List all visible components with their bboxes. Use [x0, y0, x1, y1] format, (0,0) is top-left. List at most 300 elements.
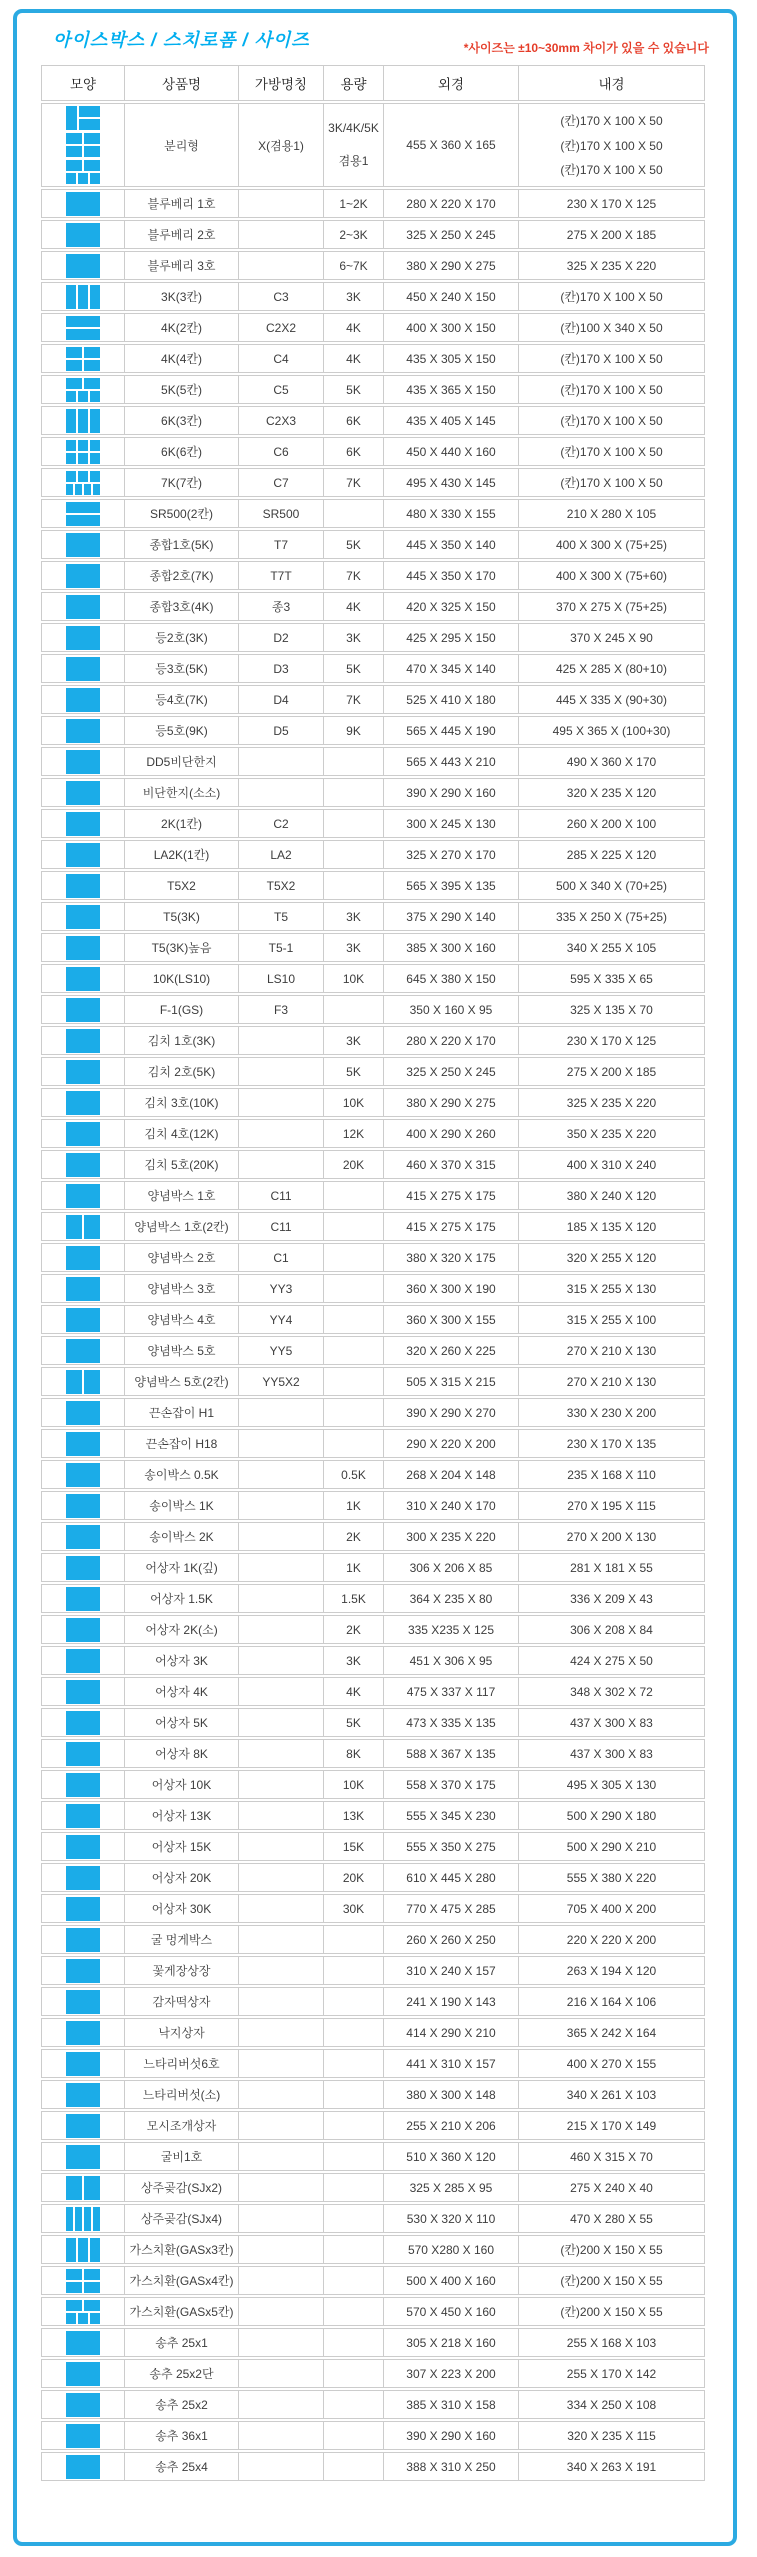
- cell-text: 390 X 290 X 270: [406, 1405, 496, 1420]
- outer-dim-cell: [383, 251, 519, 280]
- cell-text: 360 X 300 X 155: [406, 1312, 496, 1327]
- inner-dim-cell: [518, 1336, 705, 1365]
- cell-text: 종합1호(5K): [149, 538, 214, 552]
- cell-text: D5: [273, 723, 289, 738]
- cell-text: 12K: [342, 1126, 365, 1141]
- two-vertical-compartments-icon: [66, 1215, 100, 1239]
- shape-cell: [41, 2328, 125, 2357]
- cell-text: 310 X 240 X 157: [406, 1963, 496, 1978]
- bag-name-cell: [238, 1646, 324, 1675]
- product-name-cell: [124, 1057, 239, 1086]
- bag-name-cell: [238, 1367, 324, 1396]
- cell-text: 558 X 370 X 175: [406, 1777, 496, 1792]
- capacity-cell: [323, 530, 384, 559]
- shape-icons: [66, 254, 100, 278]
- cell-text: 320 X 235 X 115: [567, 2428, 656, 2443]
- single-compartment-icon: [66, 1091, 100, 1115]
- cell-text: LS10: [266, 971, 296, 986]
- cell-text: (칸)100 X 340 X 50: [560, 321, 663, 335]
- bag-name-cell: [238, 1336, 324, 1365]
- shape-icons: [66, 1215, 100, 1239]
- cell-text: 6~7K: [339, 258, 368, 273]
- cell-text: 420 X 325 X 150: [406, 599, 496, 614]
- shape-cell: [41, 1181, 125, 1210]
- cell-text-line: 겸용1: [338, 154, 369, 168]
- cell-text: 570 X 450 X 160: [406, 2304, 496, 2319]
- bag-name-cell: [238, 1894, 324, 1923]
- bag-name-cell: [238, 2297, 324, 2326]
- shape-icons: [66, 1556, 100, 1580]
- cell-text: 260 X 200 X 100: [566, 816, 657, 831]
- outer-dim-cell: [383, 1832, 519, 1861]
- cell-text: 모시조개상자: [146, 2119, 217, 2133]
- table-row: [41, 1429, 709, 1458]
- bag-name-cell: [238, 995, 324, 1024]
- cell-text: C11: [270, 1188, 292, 1203]
- table-row: [41, 1677, 709, 1706]
- single-compartment-icon: [66, 750, 100, 774]
- cell-text: 555 X 345 X 230: [406, 1808, 496, 1823]
- table-row: [41, 1863, 709, 1892]
- cell-text: 270 X 195 X 115: [567, 1498, 656, 1513]
- five-grid-compartments-icon: [66, 2300, 100, 2324]
- cell-text: 320 X 235 X 120: [566, 785, 657, 800]
- cell-text: 380 X 320 X 175: [406, 1250, 496, 1265]
- cell-text: 송추 25x1: [155, 2336, 208, 2350]
- cell-text: 3K: [346, 909, 361, 924]
- bag-name-cell: [238, 1584, 324, 1613]
- cell-text: 370 X 275 X (75+25): [555, 599, 668, 614]
- single-compartment-icon: [66, 1525, 100, 1549]
- shape-icons: [66, 2455, 100, 2479]
- shape-cell: [41, 1429, 125, 1458]
- shape-icons: [66, 1153, 100, 1177]
- cell-text: 김치 1호(3K): [147, 1034, 216, 1048]
- outer-dim-cell: [383, 902, 519, 931]
- cell-text: (칸)170 X 100 X 50: [560, 352, 663, 366]
- single-compartment-icon: [66, 2424, 100, 2448]
- shape-icons: [66, 2238, 100, 2262]
- capacity-cell: [323, 1429, 384, 1458]
- cell-text: (칸)200 X 150 X 55: [560, 2243, 663, 2257]
- capacity-cell: [323, 375, 384, 404]
- cell-text: 325 X 250 X 245: [406, 1064, 496, 1079]
- outer-dim-cell: [383, 2235, 519, 2264]
- table-row: [41, 251, 709, 280]
- cell-text-line: (칸)170 X 100 X 50: [560, 113, 663, 128]
- cell-text: 1~2K: [339, 196, 368, 211]
- shape-icons: [66, 1525, 100, 1549]
- cell-text: D4: [273, 692, 289, 707]
- inner-dim-cell: [518, 344, 705, 373]
- shape-cell: [41, 1057, 125, 1086]
- product-name-cell: [124, 623, 239, 652]
- bag-name-cell: [238, 1677, 324, 1706]
- shape-cell: [41, 1336, 125, 1365]
- four-grid-compartments-icon: [66, 347, 100, 371]
- inner-dim-cell: [518, 2359, 705, 2388]
- cell-text: 양념박스 3호: [147, 1282, 216, 1296]
- capacity-cell: [323, 1026, 384, 1055]
- cell-text: 끈손잡이 H1: [148, 1406, 215, 1420]
- cell-text: 255 X 210 X 206: [406, 2118, 496, 2133]
- single-compartment-icon: [66, 1928, 100, 1952]
- single-compartment-icon: [66, 1835, 100, 1859]
- cell-text: 350 X 160 X 95: [409, 1002, 493, 1017]
- bag-name-cell: [238, 685, 324, 714]
- cell-text: 400 X 290 X 260: [406, 1126, 496, 1141]
- shape-icons: [66, 2207, 100, 2231]
- shape-cell: [41, 2049, 125, 2078]
- cell-text: 감자떡상자: [152, 1995, 211, 2009]
- outer-dim-cell: [383, 1088, 519, 1117]
- shape-cell: [41, 1026, 125, 1055]
- capacity-cell: [323, 406, 384, 435]
- outer-dim-cell: [383, 1212, 519, 1241]
- cell-text: 송추 25x2: [155, 2398, 208, 2412]
- cell-text: T5X2: [167, 878, 196, 893]
- shape-icons: [66, 1308, 100, 1332]
- shape-cell: [41, 654, 125, 683]
- bag-name-cell: [238, 2173, 324, 2202]
- outer-dim-cell: [383, 1150, 519, 1179]
- capacity-cell: [323, 716, 384, 745]
- cell-text: 255 X 168 X 103: [566, 2335, 657, 2350]
- cell-text: 3K: [346, 289, 361, 304]
- cell-text: 400 X 270 X 155: [566, 2056, 657, 2071]
- cell-text: 굴비1호: [160, 2150, 203, 2164]
- product-name-cell: [124, 282, 239, 311]
- capacity-cell: [323, 1863, 384, 1892]
- cell-text: 450 X 240 X 150: [406, 289, 496, 304]
- column-header: 용량: [323, 65, 384, 101]
- cell-text: 215 X 170 X 149: [566, 2118, 657, 2133]
- cell-text: 느타리버섯(소): [142, 2088, 221, 2102]
- inner-dim-cell: [518, 1553, 705, 1582]
- cell-text: 435 X 405 X 145: [406, 413, 496, 428]
- shape-cell: [41, 103, 125, 187]
- product-name-cell: [124, 1770, 239, 1799]
- shape-cell: [41, 685, 125, 714]
- bag-name-cell: [238, 103, 324, 187]
- capacity-cell: [323, 1243, 384, 1272]
- cell-text: 281 X 181 X 55: [570, 1560, 653, 1575]
- shape-icons: [66, 192, 100, 216]
- table-row: [41, 2266, 709, 2295]
- shape-cell: [41, 716, 125, 745]
- table-row: [41, 2297, 709, 2326]
- bag-name-cell: [238, 1274, 324, 1303]
- single-compartment-icon: [66, 626, 100, 650]
- table-row: [41, 1243, 709, 1272]
- cell-text: 송추 25x2단: [149, 2367, 214, 2381]
- bag-name-cell: [238, 437, 324, 466]
- shape-icons: [66, 1959, 100, 1983]
- bag-name-cell: [238, 499, 324, 528]
- cell-text: YY5X2: [262, 1374, 300, 1389]
- single-compartment-icon: [66, 1804, 100, 1828]
- capacity-cell: [323, 2235, 384, 2264]
- cell-text: (칸)170 X 100 X 50: [560, 383, 663, 397]
- inner-dim-cell: [518, 1987, 705, 2016]
- inner-dim-cell: [518, 189, 705, 218]
- cell-text: 480 X 330 X 155: [406, 506, 496, 521]
- outer-dim-cell: [383, 2173, 519, 2202]
- shape-cell: [41, 282, 125, 311]
- single-compartment-icon: [66, 192, 100, 216]
- shape-icons: [66, 1091, 100, 1115]
- cell-text: 양념박스 5호: [147, 1344, 216, 1358]
- capacity-cell: [323, 1088, 384, 1117]
- product-name-cell: [124, 871, 239, 900]
- capacity-cell: [323, 1460, 384, 1489]
- bag-name-cell: [238, 282, 324, 311]
- cell-text: 310 X 240 X 170: [406, 1498, 496, 1513]
- bag-name-cell: [238, 1460, 324, 1489]
- table-row: [41, 1367, 709, 1396]
- cell-text: 565 X 445 X 190: [406, 723, 496, 738]
- table-row: [41, 1894, 709, 1923]
- cell-text: 송추 25x4: [155, 2460, 208, 2474]
- cell-text: 325 X 270 X 170: [406, 847, 496, 862]
- capacity-cell: [323, 623, 384, 652]
- outer-dim-cell: [383, 840, 519, 869]
- inner-dim-cell: [518, 406, 705, 435]
- capacity-cell: [323, 1274, 384, 1303]
- table-row: [41, 1088, 709, 1117]
- outer-dim-cell: [383, 2359, 519, 2388]
- bag-name-cell: [238, 747, 324, 776]
- product-name-cell: [124, 2452, 239, 2481]
- table-row: [41, 1460, 709, 1489]
- cell-text: 송추 36x1: [155, 2429, 208, 2443]
- table-row: [41, 1615, 709, 1644]
- capacity-cell: [323, 1987, 384, 2016]
- capacity-cell: [323, 2266, 384, 2295]
- inner-dim-cell: [518, 685, 705, 714]
- outer-dim-cell: [383, 530, 519, 559]
- cell-text: 350 X 235 X 220: [566, 1126, 657, 1141]
- cell-text: 10K: [342, 1095, 365, 1110]
- inner-dim-cell: [518, 1398, 705, 1427]
- cell-text: 7K: [346, 568, 361, 583]
- inner-dim-cell: [518, 2080, 705, 2109]
- shape-cell: [41, 1708, 125, 1737]
- inner-dim-cell: [518, 1460, 705, 1489]
- table-row: [41, 1491, 709, 1520]
- table-row: [41, 2080, 709, 2109]
- cell-text: C5: [273, 382, 289, 397]
- cell-text: 분리형: [164, 138, 199, 153]
- capacity-cell: [323, 251, 384, 280]
- cell-text: 등5호(9K): [155, 724, 208, 738]
- shape-icons: [66, 1742, 100, 1766]
- single-compartment-icon: [66, 1742, 100, 1766]
- product-name-cell: [124, 1739, 239, 1768]
- outer-dim-cell: [383, 1739, 519, 1768]
- table-body: [41, 103, 709, 2481]
- cell-text: 7K(7칸): [161, 476, 202, 490]
- product-name-cell: [124, 499, 239, 528]
- inner-dim-cell: [518, 1150, 705, 1179]
- product-name-cell: [124, 1646, 239, 1675]
- shape-cell: [41, 1119, 125, 1148]
- cell-text: 325 X 235 X 220: [566, 1095, 657, 1110]
- table-row: [41, 778, 709, 807]
- cell-text: 20K: [342, 1157, 365, 1172]
- cell-text: 비단한지(소소): [142, 786, 221, 800]
- inner-dim-cell: [518, 995, 705, 1024]
- table-row: [41, 1119, 709, 1148]
- cell-text: 588 X 367 X 135: [406, 1746, 496, 1761]
- shape-cell: [41, 530, 125, 559]
- product-name-cell: [124, 1243, 239, 1272]
- shape-cell: [41, 2266, 125, 2295]
- outer-dim-cell: [383, 1460, 519, 1489]
- cell-text: 385 X 310 X 158: [406, 2397, 496, 2412]
- cell-text: 10K(LS10): [152, 971, 211, 986]
- size-chart-panel: [13, 9, 737, 2546]
- cell-text: 530 X 320 X 110: [406, 2211, 496, 2226]
- inner-dim-cell: [518, 468, 705, 497]
- table-row: [41, 840, 709, 869]
- table-row: [41, 964, 709, 993]
- product-name-cell: [124, 840, 239, 869]
- table-row: [41, 1181, 709, 1210]
- product-name-cell: [124, 2390, 239, 2419]
- cell-text: 13K: [342, 1808, 365, 1823]
- shape-cell: [41, 1894, 125, 1923]
- bag-name-cell: [238, 1243, 324, 1272]
- cell-text: 500 X 290 X 180: [566, 1808, 657, 1823]
- cell-text: 470 X 345 X 140: [406, 661, 496, 676]
- shape-icons: [66, 2021, 100, 2045]
- shape-icons: [66, 1928, 100, 1952]
- product-name-cell: [124, 964, 239, 993]
- cell-text: (칸)170 X 100 X 50: [560, 290, 663, 304]
- product-name-cell: [124, 561, 239, 590]
- cell-text: F3: [273, 1002, 288, 1017]
- outer-dim-cell: [383, 2452, 519, 2481]
- size-table: [41, 65, 709, 2481]
- bag-name-cell: [238, 1150, 324, 1179]
- single-compartment-icon: [66, 657, 100, 681]
- product-name-cell: [124, 1677, 239, 1706]
- cell-text: 340 X 263 X 191: [566, 2459, 657, 2474]
- inner-dim-cell: [518, 1212, 705, 1241]
- cell-text: 380 X 300 X 148: [406, 2087, 496, 2102]
- cell-text: LA2: [270, 847, 292, 862]
- single-compartment-icon: [66, 2021, 100, 2045]
- product-name-cell: [124, 437, 239, 466]
- cell-text: 770 X 475 X 285: [406, 1901, 496, 1916]
- bag-name-cell: [238, 1522, 324, 1551]
- bag-name-cell: [238, 2452, 324, 2481]
- inner-dim-cell: [518, 933, 705, 962]
- cell-text: C7: [273, 475, 289, 490]
- shape-cell: [41, 468, 125, 497]
- capacity-cell: [323, 747, 384, 776]
- product-name-cell: [124, 2421, 239, 2450]
- shape-icons: [66, 843, 100, 867]
- cell-text: T5: [273, 909, 288, 924]
- table-row: [41, 220, 709, 249]
- shape-cell: [41, 747, 125, 776]
- cell-text: 255 X 170 X 142: [566, 2366, 657, 2381]
- shape-cell: [41, 1832, 125, 1861]
- cell-text: 235 X 168 X 110: [567, 1467, 656, 1482]
- product-name-cell: [124, 1801, 239, 1830]
- table-row: [41, 189, 709, 218]
- capacity-cell: [323, 1057, 384, 1086]
- product-name-cell: [124, 1832, 239, 1861]
- shape-icons: [66, 1401, 100, 1425]
- shape-cell: [41, 344, 125, 373]
- six-grid-compartments-icon: [66, 440, 100, 464]
- shape-icons: [66, 1587, 100, 1611]
- shape-icons: [66, 2393, 100, 2417]
- single-compartment-icon: [66, 2331, 100, 2355]
- single-compartment-icon: [66, 1029, 100, 1053]
- product-name-cell: [124, 1460, 239, 1489]
- table-row: [41, 561, 709, 590]
- shape-cell: [41, 2421, 125, 2450]
- shape-cell: [41, 251, 125, 280]
- outer-dim-cell: [383, 2421, 519, 2450]
- bag-name-cell: [238, 468, 324, 497]
- capacity-cell: [323, 1615, 384, 1644]
- shape-icons: [66, 2269, 100, 2293]
- shape-icons: [66, 1432, 100, 1456]
- cell-text: 336 X 209 X 43: [570, 1591, 653, 1606]
- single-compartment-icon: [66, 781, 100, 805]
- table-row: [41, 995, 709, 1024]
- cell-text: 가스치환(GASx3칸): [129, 2243, 234, 2257]
- shape-icons: [66, 688, 100, 712]
- cell-text: 495 X 365 X (100+30): [552, 723, 671, 738]
- cell-text: 3K: [346, 1033, 361, 1048]
- single-compartment-icon: [66, 254, 100, 278]
- outer-dim-cell: [383, 592, 519, 621]
- cell-text: LA2K(1칸): [153, 848, 210, 862]
- table-row: [41, 1398, 709, 1427]
- outer-dim-cell: [383, 1522, 519, 1551]
- cell-text: 500 X 400 X 160: [406, 2273, 496, 2288]
- shape-cell: [41, 2297, 125, 2326]
- capacity-cell: [323, 1119, 384, 1148]
- shape-icons: [66, 2362, 100, 2386]
- cell-text: 3K: [346, 940, 361, 955]
- inner-dim-cell: [518, 747, 705, 776]
- bag-name-cell: [238, 1429, 324, 1458]
- shape-cell: [41, 2452, 125, 2481]
- four-grid-compartments-icon: [66, 133, 100, 157]
- cell-text: 330 X 230 X 200: [566, 1405, 657, 1420]
- outer-dim-cell: [383, 189, 519, 218]
- inner-dim-cell: [518, 1770, 705, 1799]
- cell-text: 216 X 164 X 106: [566, 1994, 657, 2009]
- cell-text: 210 X 280 X 105: [566, 506, 657, 521]
- cell-text: 315 X 255 X 100: [566, 1312, 657, 1327]
- cell-text: 307 X 223 X 200: [406, 2366, 496, 2381]
- cell-text: 340 X 261 X 103: [566, 2087, 657, 2102]
- cell-text: 등3호(5K): [155, 662, 208, 676]
- single-compartment-icon: [66, 843, 100, 867]
- cell-text: 268 X 204 X 148: [406, 1467, 496, 1482]
- bag-name-cell: [238, 313, 324, 342]
- cell-text: 1.5K: [341, 1591, 366, 1606]
- cell-text: 610 X 445 X 280: [406, 1870, 496, 1885]
